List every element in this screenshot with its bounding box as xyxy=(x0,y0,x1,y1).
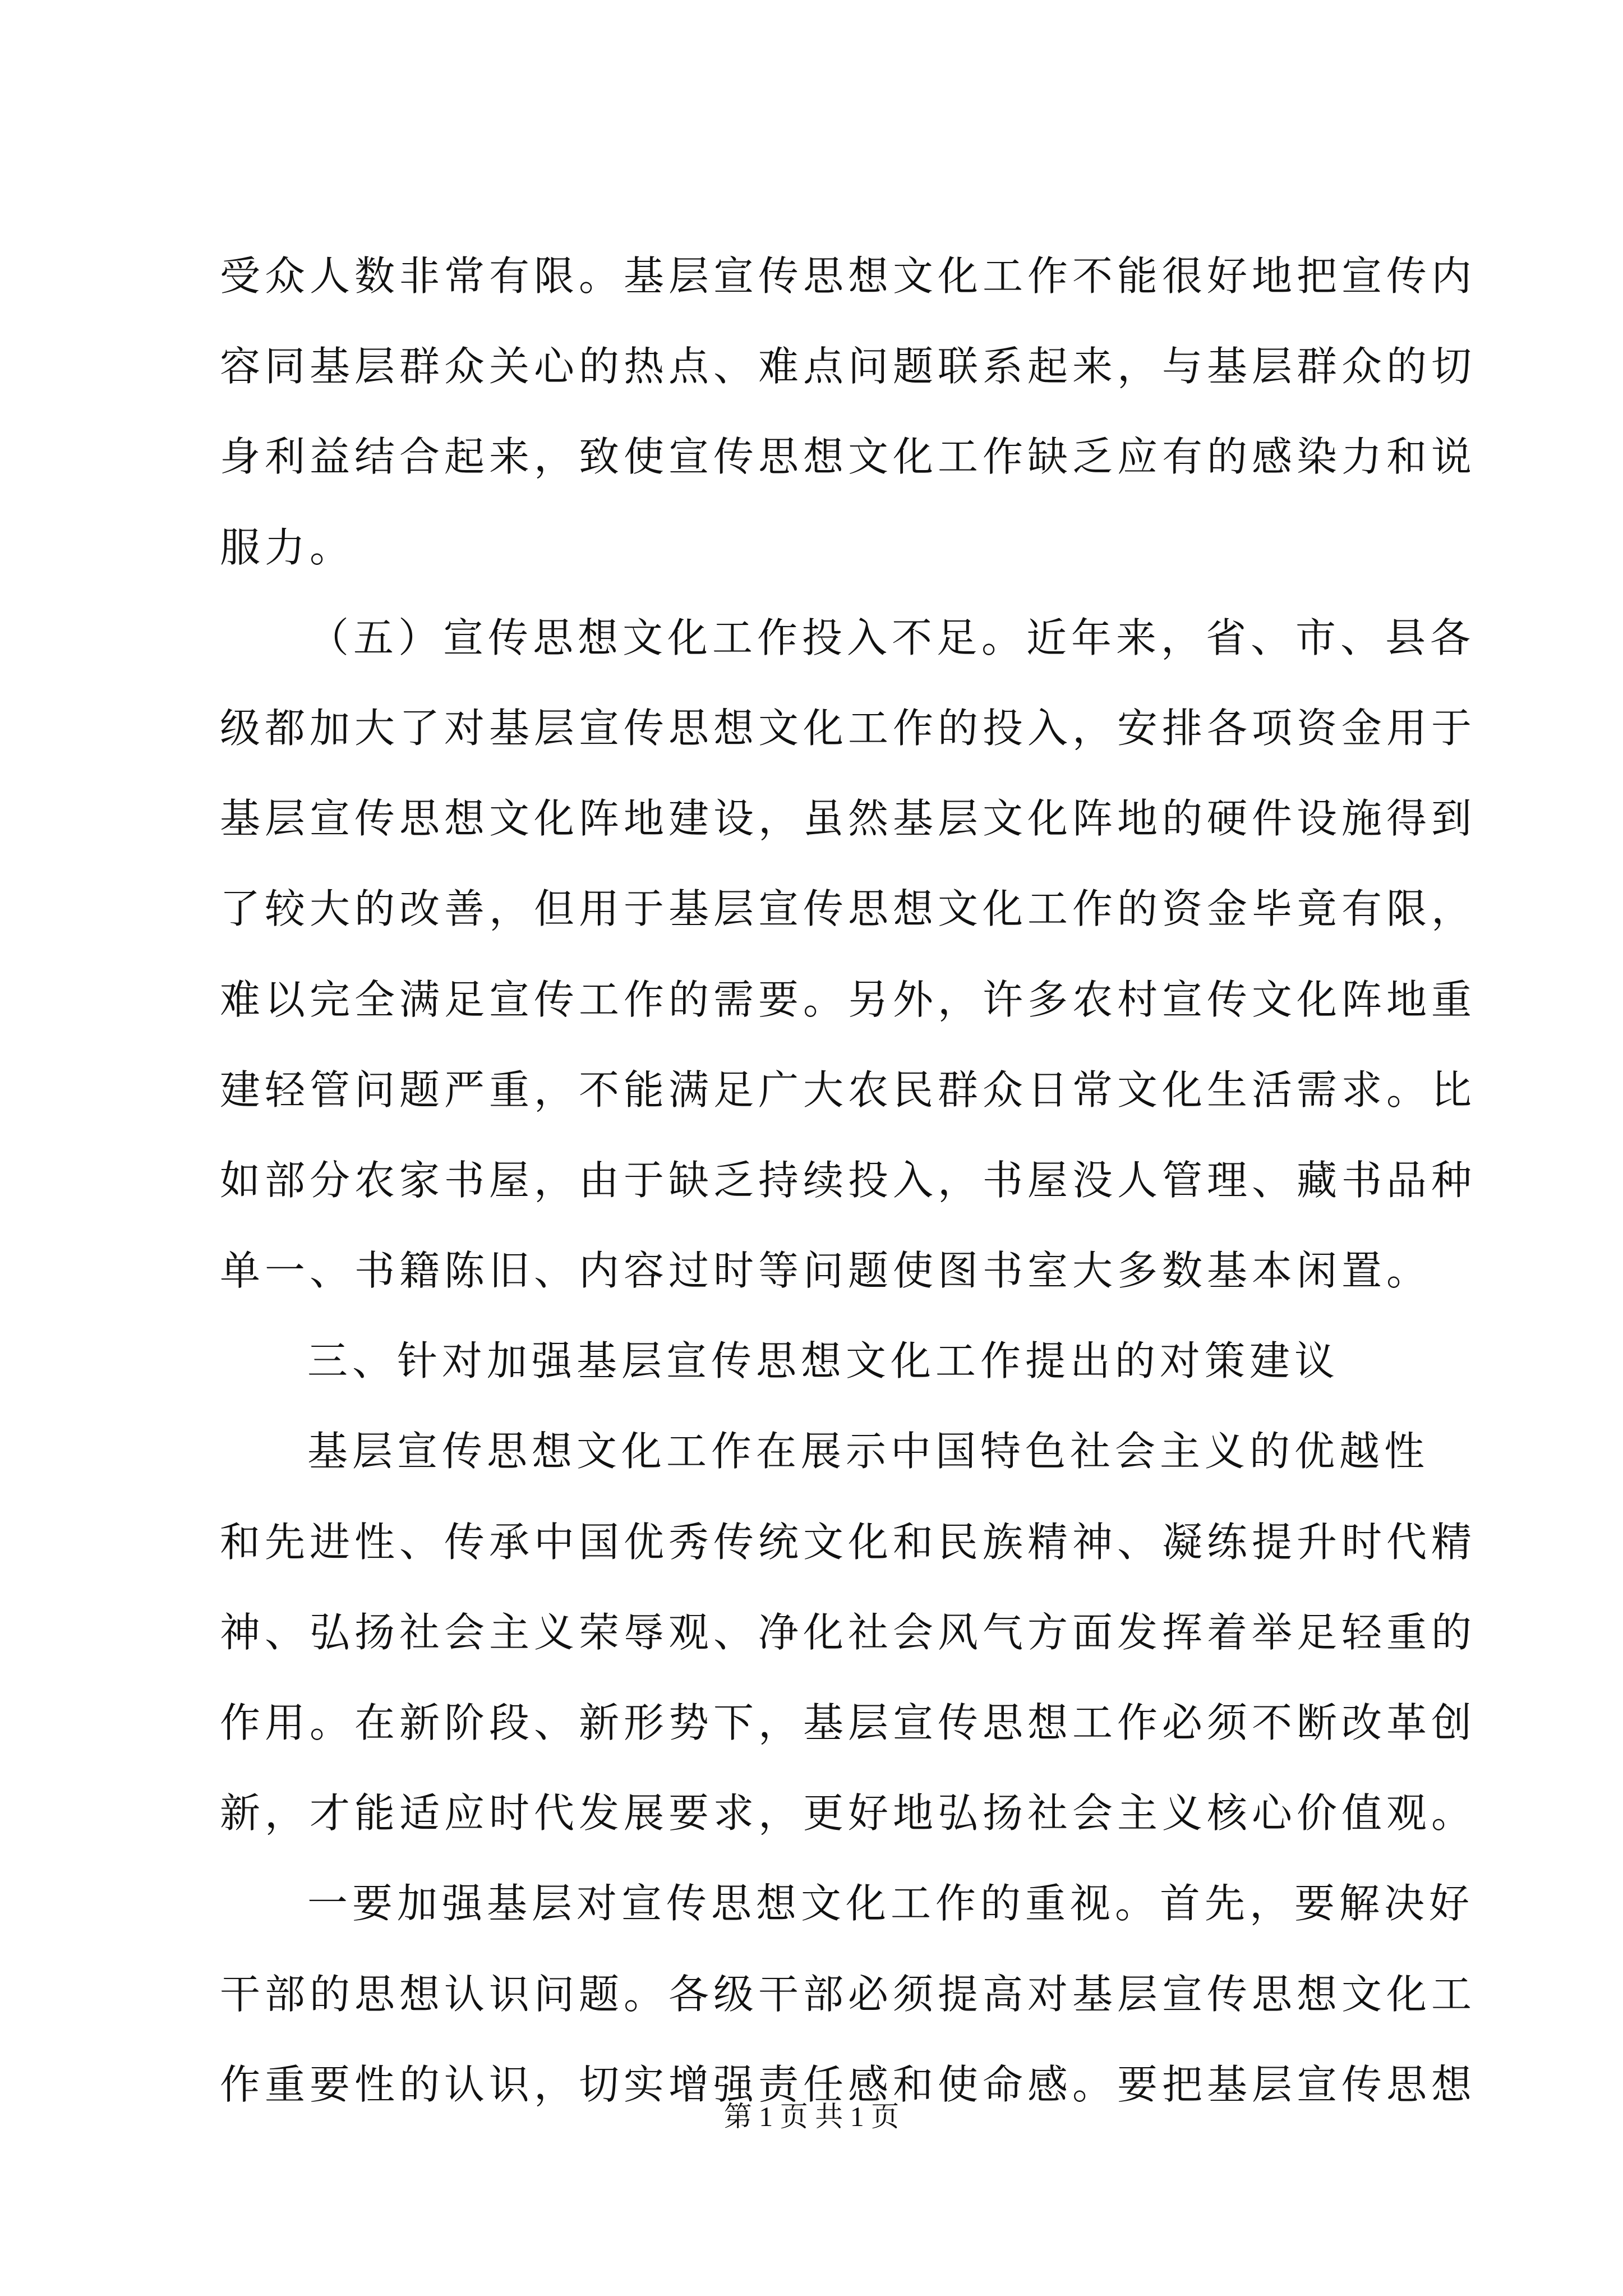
text-line: 基层宣传思想文化阵地建设，虽然基层文化阵地的硬件设施得到 xyxy=(220,795,1477,843)
section-five-heading-line: （五）宣传思想文化工作投入不足。近年来，省、市、县各 xyxy=(308,614,1476,661)
text-line: 干部的思想认识问题。各级干部必须提高对基层宣传思想文化工 xyxy=(220,1970,1477,2018)
text-line: 神、弘扬社会主义荣辱观、净化社会风气方面发挥着举足轻重的 xyxy=(220,1608,1477,1656)
text-line: 服力。 xyxy=(220,523,355,571)
section-three-heading: 三、针对加强基层宣传思想文化工作提出的对策建议 xyxy=(307,1337,1340,1385)
text-line: 难以完全满足宣传工作的需要。另外，许多农村宣传文化阵地重 xyxy=(220,976,1477,1023)
text-line: 级都加大了对基层宣传思想文化工作的投入，安排各项资金用于 xyxy=(220,704,1477,752)
text-line: 基层宣传思想文化工作在展示中国特色社会主义的优越性 xyxy=(307,1428,1430,1475)
text-line: 新，才能适应时代发展要求，更好地弘扬社会主义核心价值观。 xyxy=(220,1789,1477,1837)
text-line: 作重要性的认识，切实增强责任感和使命感。要把基层宣传思想 xyxy=(220,2060,1477,2108)
text-line: 受众人数非常有限。基层宣传思想文化工作不能很好地把宣传内 xyxy=(220,252,1477,300)
text-line: 容同基层群众关心的热点、难点问题联系起来，与基层群众的切 xyxy=(220,343,1477,390)
text-line: 身利益结合起来，致使宣传思想文化工作缺乏应有的感染力和说 xyxy=(220,433,1477,481)
text-line: 一要加强基层对宣传思想文化工作的重视。首先，要解决好 xyxy=(307,1880,1474,1927)
text-line: 如部分农家书屋，由于缺乏持续投入，书屋没人管理、藏书品种 xyxy=(220,1156,1477,1204)
page-footer: 第 1 页 共 1 页 xyxy=(723,2101,900,2132)
text-line: 建轻管问题严重，不能满足广大农民群众日常文化生活需求。比 xyxy=(220,1066,1477,1114)
text-line: 作用。在新阶段、新形势下，基层宣传思想工作必须不断改革创 xyxy=(220,1699,1477,1746)
text-line: 单一、书籍陈旧、内容过时等问题使图书室大多数基本闲置。 xyxy=(220,1247,1432,1295)
text-line: 了较大的改善，但用于基层宣传思想文化工作的资金毕竟有限， xyxy=(220,885,1477,933)
text-line: 和先进性、传承中国优秀传统文化和民族精神、凝练提升时代精 xyxy=(220,1518,1477,1566)
body-text xyxy=(220,231,1477,2130)
